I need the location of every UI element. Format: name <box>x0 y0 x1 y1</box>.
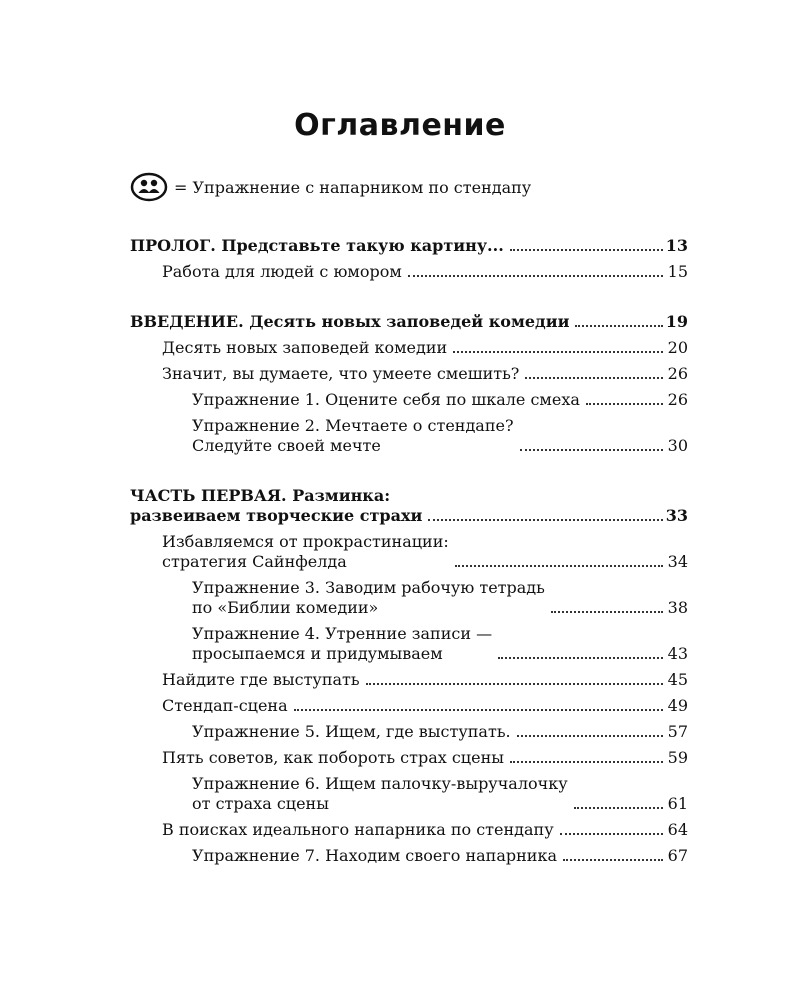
toc-entry[interactable] <box>130 236 688 256</box>
toc-page-number: 49 <box>667 696 688 715</box>
dot-leader <box>366 683 663 685</box>
toc-entry-title: Упражнение 7. Находим своего напарника <box>192 846 557 865</box>
toc-entry[interactable] <box>130 748 688 768</box>
legend <box>130 172 531 202</box>
toc-entry[interactable] <box>130 532 688 572</box>
dot-leader <box>575 325 662 327</box>
toc-entry[interactable] <box>130 338 688 358</box>
toc-entry[interactable] <box>130 670 688 690</box>
section-gap <box>130 462 688 486</box>
dot-leader <box>563 859 663 861</box>
toc-entry[interactable] <box>130 722 688 742</box>
toc-entry-title: Упражнение 3. Заводим рабочую тетрадь по «Библии комедии» <box>192 578 545 617</box>
toc-page-number: 45 <box>667 670 688 689</box>
dot-leader <box>510 249 663 251</box>
toc-entry-title: ЧАСТЬ ПЕРВАЯ. Разминка: развеиваем творческие страхи <box>130 486 423 525</box>
dot-leader <box>498 657 663 659</box>
dot-leader <box>428 519 662 521</box>
toc-entry[interactable] <box>130 696 688 716</box>
table-of-contents <box>130 236 688 872</box>
toc-page-number: 64 <box>667 820 688 839</box>
toc-entry[interactable] <box>130 486 688 526</box>
toc-entry[interactable] <box>130 624 688 664</box>
toc-entry-title: Упражнение 2. Мечтаете о стендапе? Следуйте своей мечте <box>192 416 514 455</box>
dot-leader <box>551 611 663 613</box>
toc-entry-title: ПРОЛОГ. Представьте такую картину... <box>130 236 504 255</box>
toc-page-number: 20 <box>667 338 688 357</box>
dot-leader <box>520 449 663 451</box>
section-gap <box>130 288 688 312</box>
toc-page-number: 43 <box>667 644 688 663</box>
toc-entry-title: Упражнение 1. Оцените себя по шкале смеха <box>192 390 580 409</box>
toc-page-number: 26 <box>667 364 688 383</box>
toc-entry-title: Значит, вы думаете, что умеете смешить? <box>162 364 520 383</box>
toc-page-number: 13 <box>665 236 688 255</box>
toc-entry[interactable] <box>130 846 688 866</box>
legend-text: = Упражнение с напарником по стендапу <box>174 177 532 197</box>
dot-leader <box>586 403 663 405</box>
toc-page-number: 33 <box>665 506 688 525</box>
toc-page-number: 61 <box>667 794 688 813</box>
dot-leader <box>455 565 663 567</box>
dot-leader <box>525 377 663 379</box>
page-title: Оглавление <box>294 108 506 143</box>
toc-page-number: 26 <box>667 390 688 409</box>
dot-leader <box>453 351 663 353</box>
toc-page-number: 57 <box>667 722 688 741</box>
toc-page-number: 38 <box>667 598 688 617</box>
toc-entry-title: Избавляемся от прокрастинации: стратегия Сайнфелда <box>162 532 449 571</box>
toc-page-number: 30 <box>667 436 688 455</box>
toc-entry-title: Упражнение 5. Ищем, где выступать. <box>192 722 511 741</box>
toc-entry[interactable] <box>130 262 688 282</box>
toc-entry-title: Упражнение 6. Ищем палочку-выручалочку от страха сцены <box>192 774 568 813</box>
toc-entry[interactable] <box>130 416 688 456</box>
dot-leader <box>517 735 663 737</box>
toc-page-number: 34 <box>667 552 688 571</box>
dot-leader <box>510 761 663 763</box>
toc-entry[interactable] <box>130 820 688 840</box>
dot-leader <box>574 807 663 809</box>
toc-entry-title: Десять новых заповедей комедии <box>162 338 448 357</box>
partner-exercise-icon <box>130 172 168 202</box>
dot-leader <box>408 275 663 277</box>
toc-page-number: 59 <box>667 748 688 767</box>
toc-entry-title: Работа для людей с юмором <box>162 262 402 281</box>
toc-entry[interactable] <box>130 312 688 332</box>
toc-entry-title: Упражнение 4. Утренние записи — просыпаемся и придумываем <box>192 624 493 663</box>
toc-entry-title: ВВЕДЕНИЕ. Десять новых заповедей комедии <box>130 312 570 331</box>
toc-page-number: 19 <box>665 312 688 331</box>
toc-entry[interactable] <box>130 390 688 410</box>
toc-entry[interactable] <box>130 774 688 814</box>
toc-entry[interactable] <box>130 364 688 384</box>
toc-entry[interactable] <box>130 578 688 618</box>
toc-entry-title: В поисках идеального напарника по стендапу <box>162 820 554 839</box>
dot-leader <box>560 833 663 835</box>
toc-page-number: 67 <box>667 846 688 865</box>
toc-entry-title: Стендап-сцена <box>162 696 288 715</box>
toc-entry-title: Пять советов, как побороть страх сцены <box>162 748 504 767</box>
dot-leader <box>294 709 663 711</box>
toc-page-number: 15 <box>667 262 688 281</box>
toc-entry-title: Найдите где выступать <box>162 670 360 689</box>
